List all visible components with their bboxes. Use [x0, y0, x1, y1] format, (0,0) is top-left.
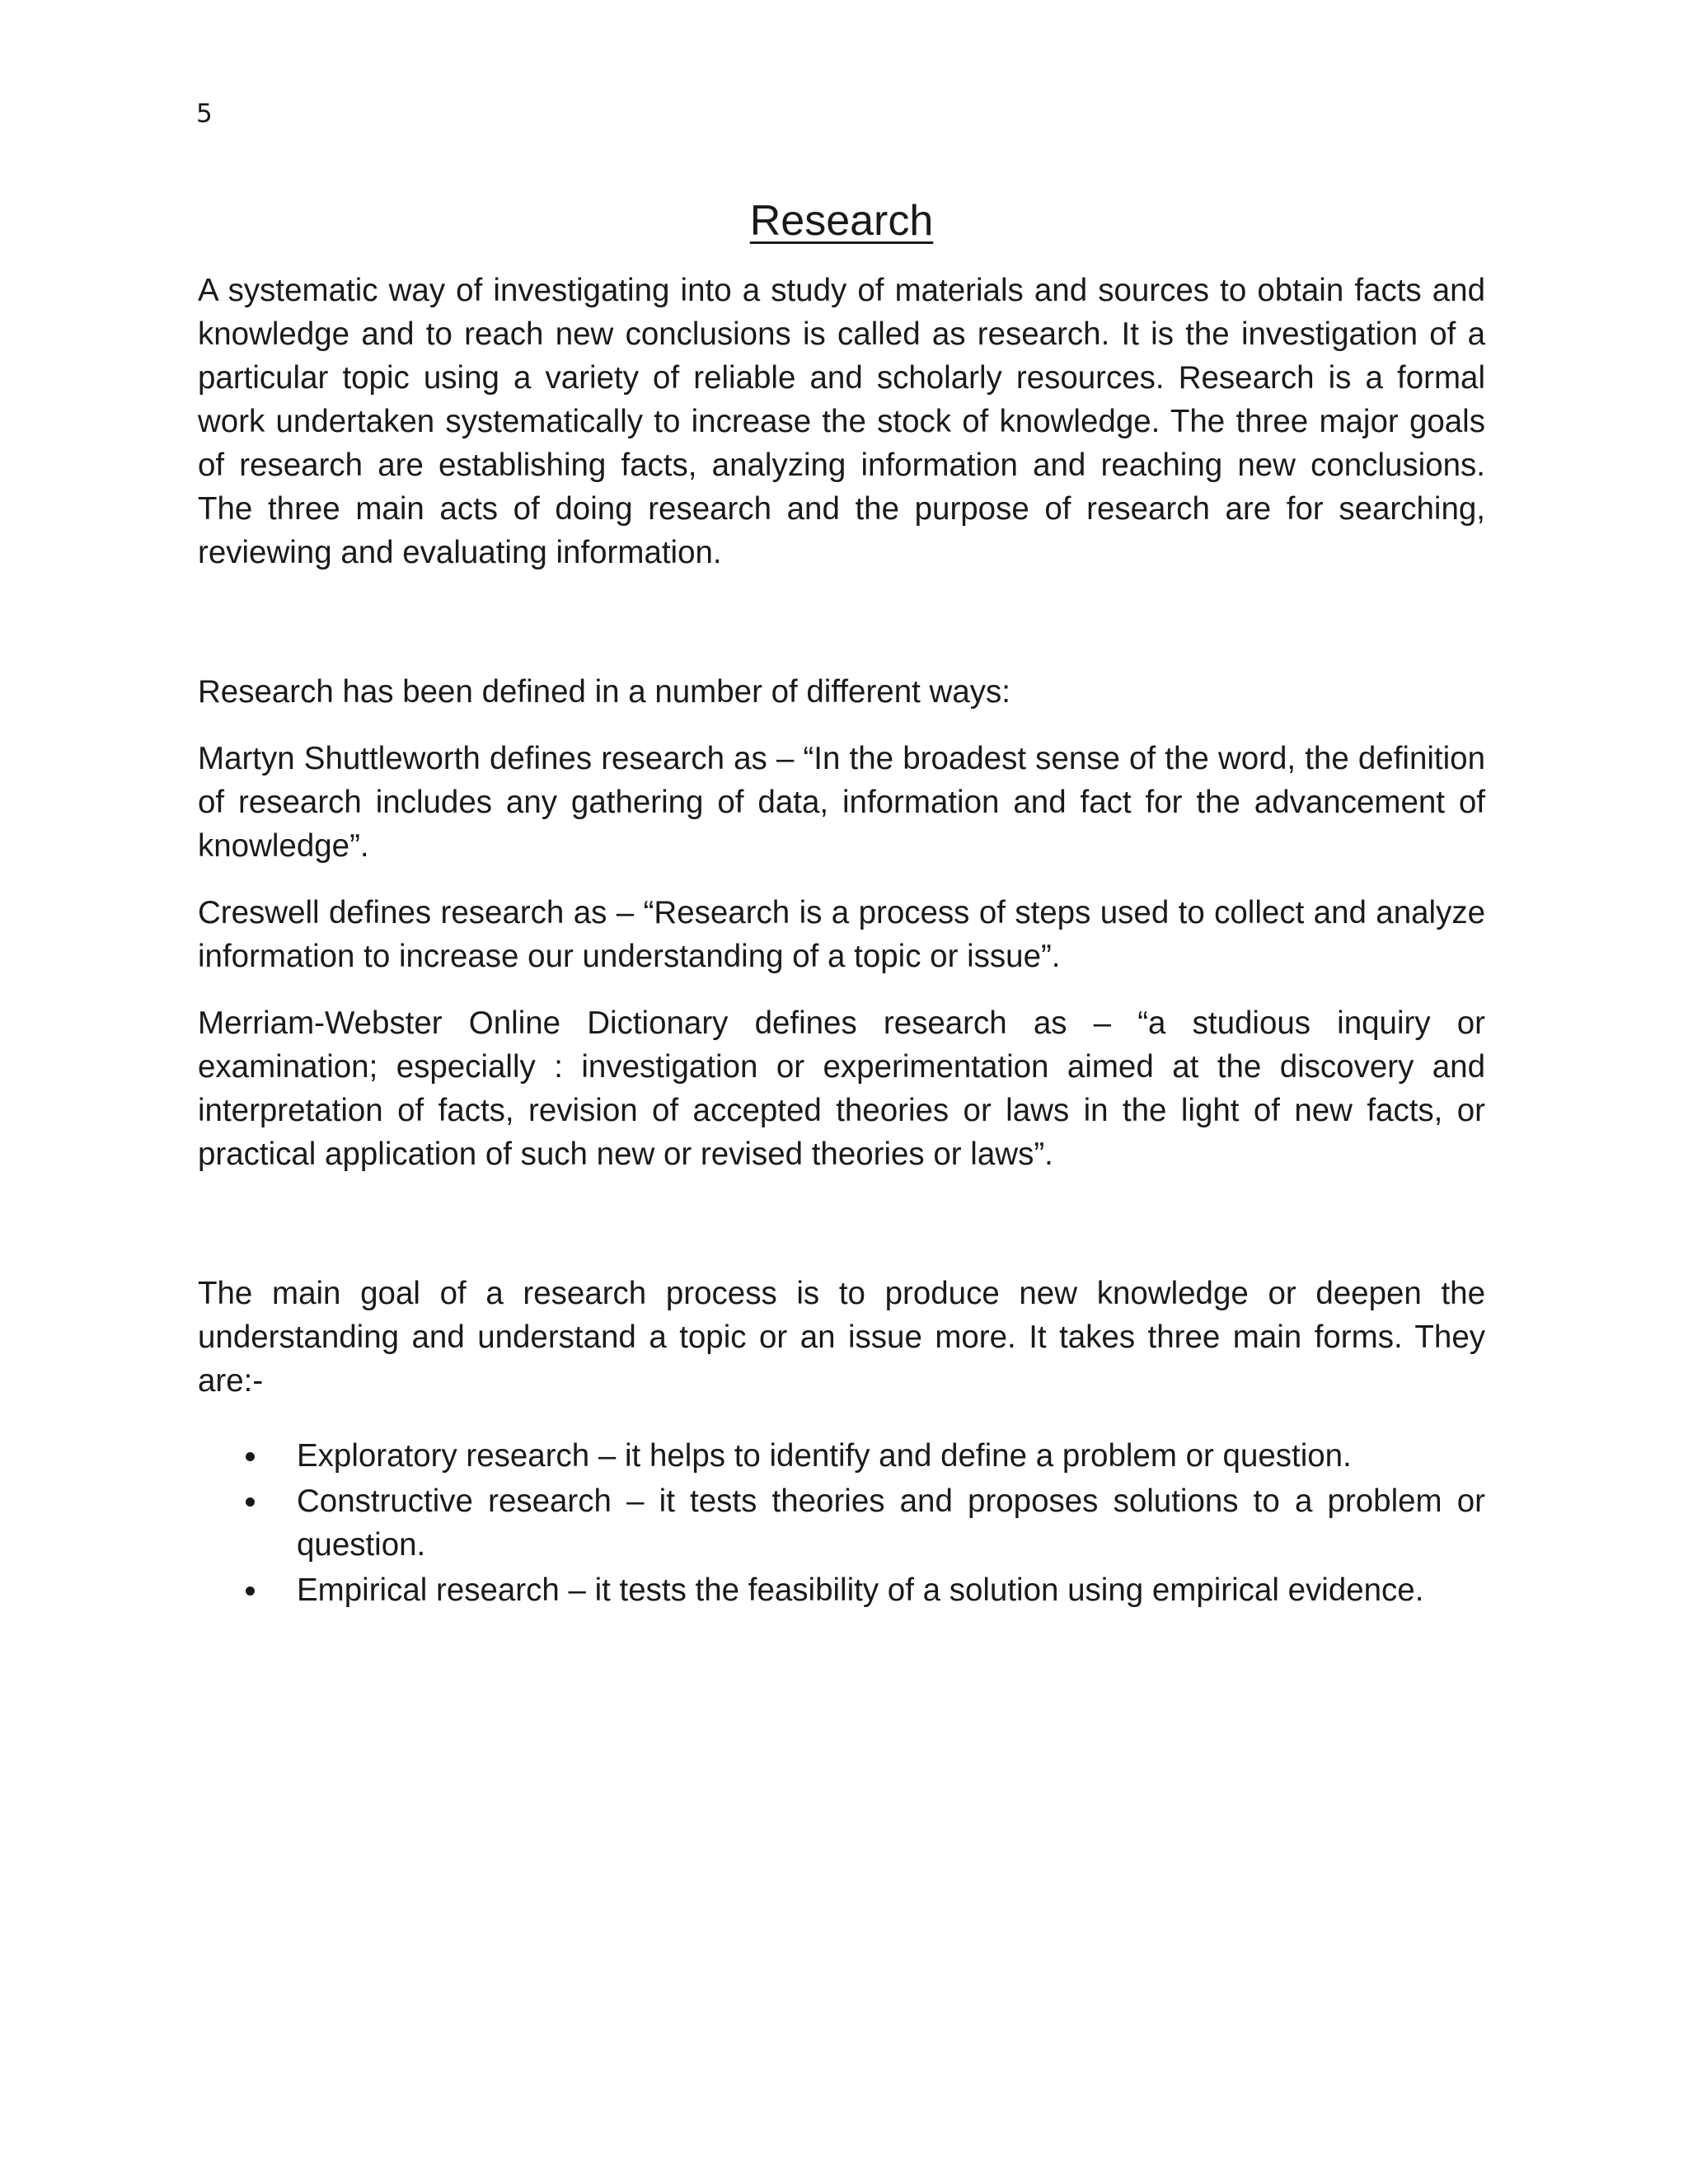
list-item-text: Empirical research – it tests the feasibility of a solution using empirical evidence. [297, 1572, 1424, 1608]
bullet-icon [246, 1452, 255, 1461]
list-item [297, 1479, 1485, 1567]
bullet-icon [246, 1497, 255, 1507]
research-forms-list [198, 1434, 1485, 1612]
list-item-text: Constructive research – it tests theories and proposes solutions to a problem or question. [297, 1483, 1485, 1563]
page-content [198, 191, 1485, 1614]
list-item-text: Exploratory research – it helps to identify and define a problem or question. [297, 1438, 1352, 1474]
page-number: 5 [196, 99, 213, 129]
bullet-icon [246, 1586, 255, 1596]
definitions-lead-paragraph: Research has been defined in a number of different ways: [198, 674, 1010, 710]
shuttleworth-definition: Martyn Shuttleworth defines research as – “In the broadest sense of the word, the definition of research includes any gathering of data, information and fact for the advancement of knowledge”. [198, 741, 1485, 864]
main-goal-paragraph: The main goal of a research process is to produce new knowledge or deepen the understanding and understand a topic or an issue more. It takes three main forms. They are:- [198, 1276, 1485, 1399]
list-item [297, 1434, 1485, 1478]
list-item [297, 1568, 1485, 1612]
merriam-webster-definition: Merriam-Webster Online Dictionary defines research as – “a studious inquiry or examination; especially : investigation or experimentation aimed at the discovery and interpretation of facts, revision of accepted theories or laws in the light of new facts, or practical application of such new or revised theories or laws”. [198, 1005, 1485, 1172]
creswell-definition: Creswell defines research as – “Research is a process of steps used to collect and analyze information to increase our understanding of a topic or issue”. [198, 895, 1485, 974]
page-title: Research [749, 197, 934, 245]
intro-paragraph: A systematic way of investigating into a study of materials and sources to obtain facts and knowledge and to reach new conclusions is called as research. It is the investigation of a particular topic using a variety of reliable and scholarly resources. Research is a formal work undertaken systematically to increase the stock of knowledge. The three major goals of research are establishing facts, analyzing information and reaching new conclusions. The three main acts of doing research and the purpose of research are for searching, reviewing and evaluating information. [198, 273, 1485, 570]
